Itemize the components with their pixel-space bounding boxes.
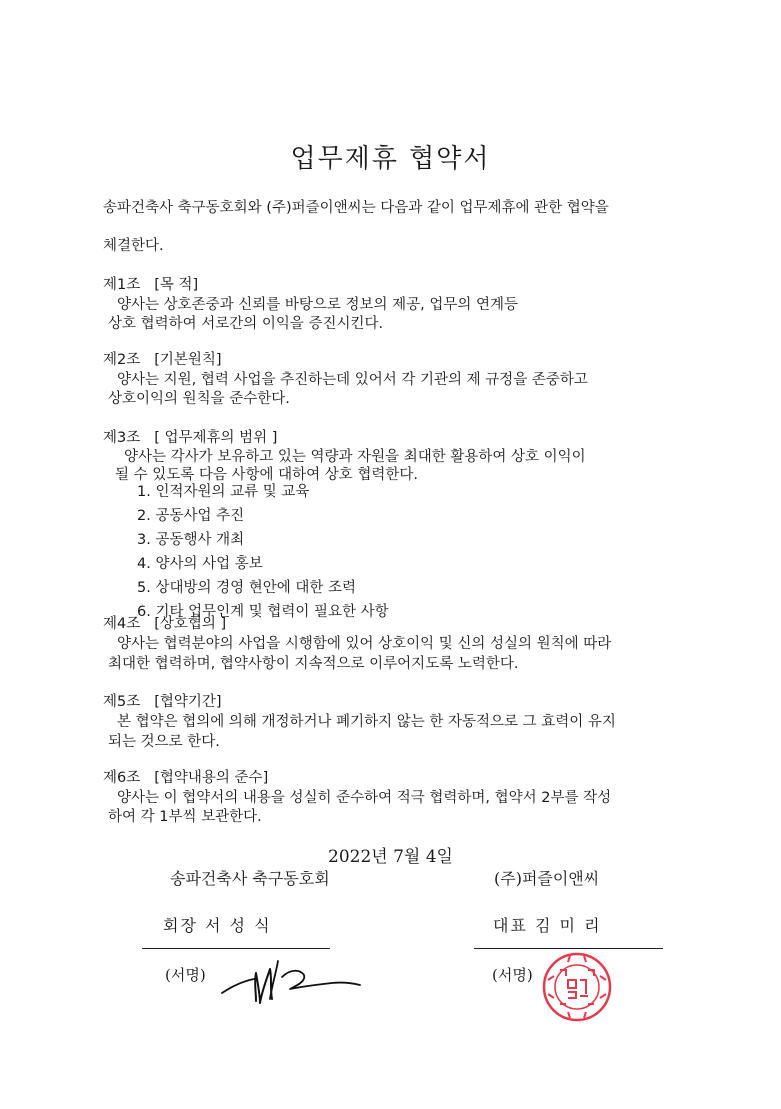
scope-list: [137, 480, 389, 624]
intro-line-2: 체결한다.: [103, 238, 164, 254]
list-item: 4. 양사의 사업 홍보: [137, 556, 263, 572]
right-signature-line: [474, 948, 663, 949]
article-1-line-2: 상호 협력하여 서로간의 이익을 증진시킨다.: [108, 316, 384, 332]
article-2-line-1: 양사는 지원, 협력 사업을 추진하는데 있어서 각 기관의 제 규정을 존중하고: [117, 372, 588, 388]
left-party-representative: 회장 서 성 식: [163, 916, 272, 935]
article-3-title: [103, 426, 277, 447]
article-number: 제5조: [103, 694, 141, 710]
article-number: 제2조: [103, 352, 141, 368]
article-1-line-1: 양사는 상호존중과 신뢰를 바탕으로 정보의 제공, 업무의 연계등: [117, 297, 519, 313]
article-number: 제4조: [103, 616, 141, 632]
document-title: 업무제휴 협약서: [290, 144, 491, 174]
list-item: 2. 공동사업 추진: [137, 508, 245, 524]
article-4-line-2: 최대한 협력하며, 협약사항이 지속적으로 이루어지도록 노력한다.: [108, 656, 519, 672]
list-item: 5. 상대방의 경영 현안에 대한 조력: [137, 580, 356, 596]
right-sign-label: (서명): [492, 966, 533, 984]
left-party-org: 송파건축사 축구동호회: [170, 869, 330, 888]
article-6-line-1: 양사는 이 협약서의 내용을 성실히 준수하여 적극 협력하며, 협약서 2부를 작성: [117, 790, 612, 806]
article-5-line-2: 되는 것으로 한다.: [108, 734, 220, 750]
intro-line-1: 송파건축사 축구동호회와 (주)퍼즐이앤씨는 다음과 같이 업무제휴에 관한 협약을: [103, 200, 609, 216]
article-heading: [ 업무제휴의 범위 ]: [154, 430, 278, 446]
list-item: 3. 공동행사 개최: [137, 532, 245, 548]
article-2-title: [103, 348, 222, 369]
article-2-line-2: 상호이익의 원칙을 준수한다.: [108, 391, 290, 407]
left-sign-label: (서명): [165, 966, 206, 984]
article-4-title: [103, 612, 226, 633]
article-heading: [협약기간]: [154, 694, 222, 710]
left-signature-line: [142, 948, 330, 949]
agreement-date: 2022년 7월 4일: [328, 847, 453, 867]
article-5-title: [103, 690, 222, 711]
article-6-line-2: 하여 각 1부씩 보관한다.: [108, 809, 262, 825]
right-party-representative: 대표 김 미 리: [493, 916, 602, 935]
article-heading: [상호협의 ]: [154, 616, 227, 632]
article-3-line-2: 될 수 있도록 다음 사항에 대하여 상호 협력한다.: [115, 467, 419, 483]
article-3-line-1: 양사는 각사가 보유하고 있는 역량과 자원을 최대한 활용하여 상호 이익이: [124, 449, 586, 465]
list-item: 1. 인적자원의 교류 및 교육: [137, 484, 310, 500]
company-seal-stamp: [540, 950, 614, 1024]
article-heading: [기본원칙]: [154, 352, 222, 368]
article-heading: [협약내용의 준수]: [154, 770, 269, 786]
article-1-title: [103, 273, 198, 294]
article-5-line-1: 본 협약은 협의에 의해 개정하거나 폐기하지 않는 한 자동적으로 그 효력이 유지: [117, 714, 616, 730]
article-heading: [목 적]: [154, 277, 199, 293]
article-number: 제3조: [103, 430, 141, 446]
article-6-title: [103, 766, 268, 787]
handwritten-signature: [220, 955, 370, 1017]
list-item: 6. 기타 업무인계 및 협력이 필요한 사항: [137, 604, 389, 620]
article-number: 제6조: [103, 770, 141, 786]
article-number: 제1조: [103, 277, 141, 293]
article-4-line-1: 양사는 협력분야의 사업을 시행함에 있어 상호이익 및 신의 성실의 원칙에 따라: [117, 636, 612, 652]
right-party-org: (주)퍼즐이앤씨: [494, 869, 600, 888]
